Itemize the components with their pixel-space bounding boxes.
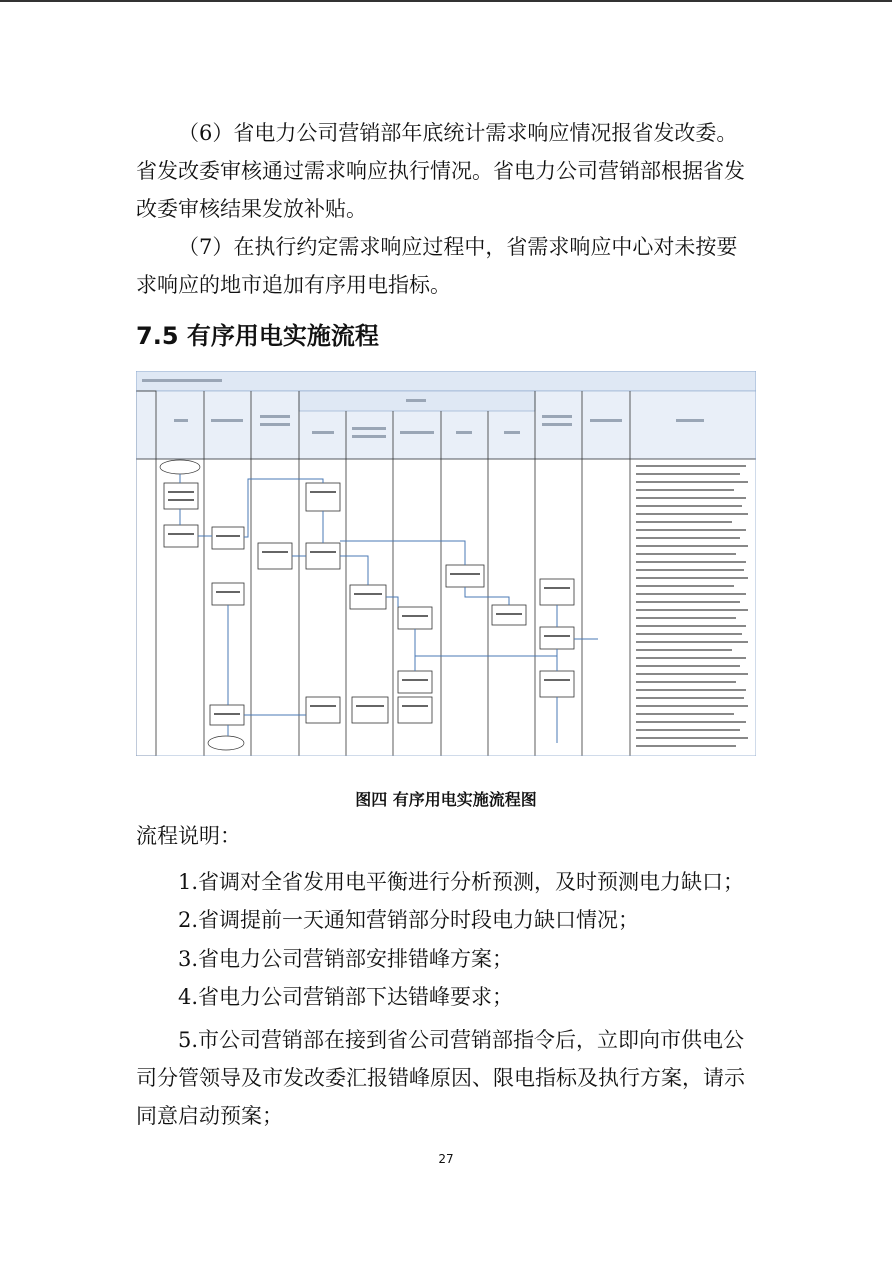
step-3: 3.省电力公司营销部安排错峰方案；	[178, 947, 514, 971]
step-2: 2.省调提前一天通知营销部分时段电力缺口情况；	[178, 908, 640, 932]
flow-intro: 流程说明：	[136, 824, 241, 848]
section-heading: 7.5 有序用电实施流程	[136, 322, 379, 350]
flowchart-diagram	[136, 371, 756, 756]
paragraph-6: （6）省电力公司营销部年底统计需求响应情况报省发改委。省发改委审核通过需求响应执行情况。省电力公司营销部根据省发改委审核结果发放补贴。	[136, 121, 745, 221]
top-border-line	[0, 0, 892, 2]
paragraph-7: （7）在执行约定需求响应过程中，省需求响应中心对未按要求响应的地市追加有序用电指标。	[136, 235, 738, 297]
step-1: 1.省调对全省发用电平衡进行分析预测，及时预测电力缺口；	[178, 870, 745, 894]
step-4: 4.省电力公司营销部下达错峰要求；	[178, 985, 514, 1009]
figure-caption: 图四 有序用电实施流程图	[355, 790, 537, 809]
page-number: 27	[438, 1152, 454, 1166]
step-5: 5.市公司营销部在接到省公司营销部指令后，立即向市供电公司分管领导及市发改委汇报错峰原因、限电指标及执行方案，请示同意启动预案；	[136, 1028, 745, 1128]
flowchart-figure	[136, 371, 756, 756]
